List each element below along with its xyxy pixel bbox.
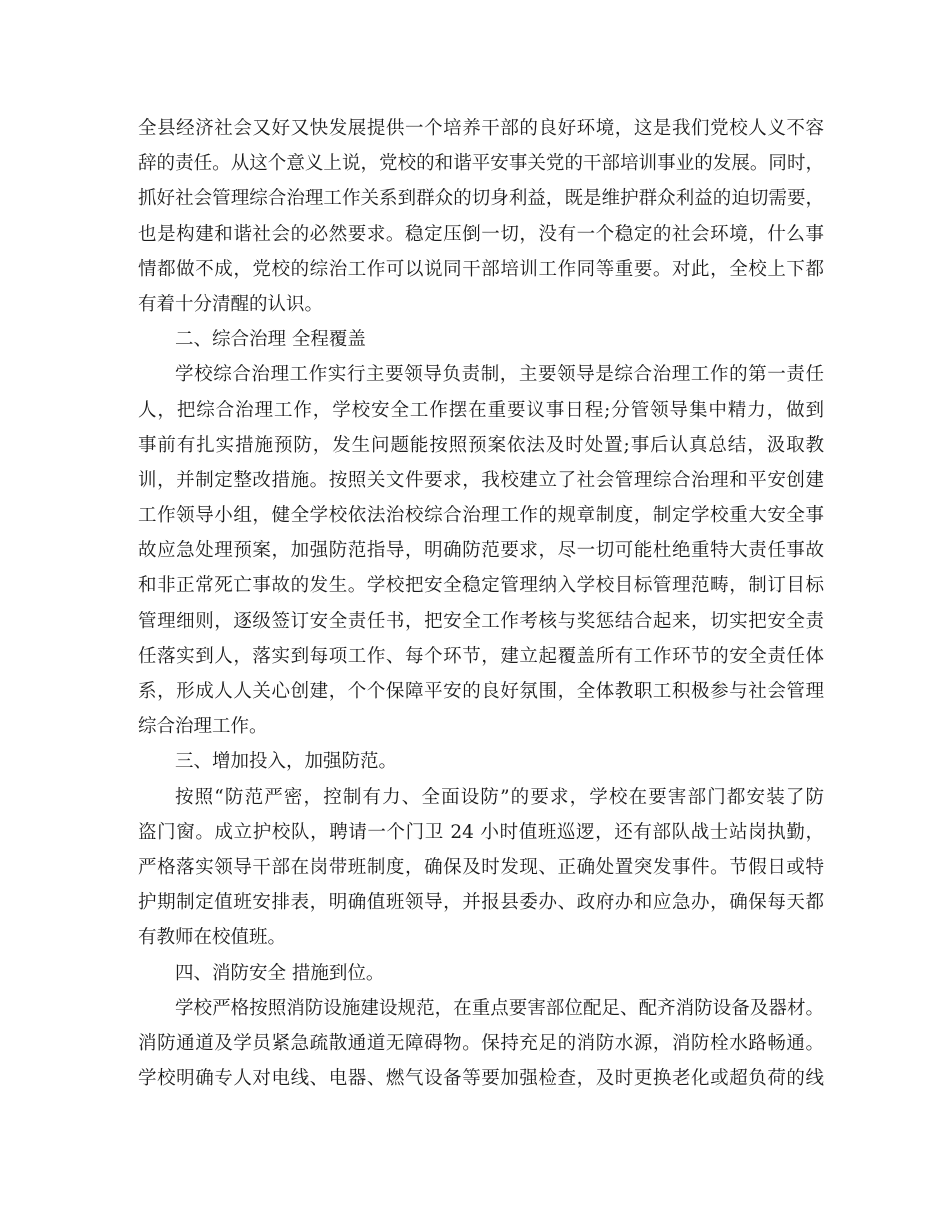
text-line: 辞的责任。从这个意义上说，党校的和谐平安事关党的干部培训事业的发展。同时， bbox=[138, 153, 824, 175]
text-line: 系，形成人人关心创建，个个保障平安的良好氛围，全体教职工积极参与社会管理 bbox=[138, 681, 824, 702]
text-line: 学校综合治理工作实行主要领导负责制，主要领导是综合治理工作的第一责任 bbox=[175, 364, 824, 386]
text-line: 任落实到人，落实到每项工作、每个环节，建立起覆盖所有工作环节的安全责任体 bbox=[138, 645, 824, 667]
text-line: 情都做不成，党校的综治工作可以说同干部培训工作同等重要。对此，全校上下都 bbox=[138, 258, 824, 280]
text-line: 护期制定值班安排表，明确值班领导，并报县委办、政府办和应急办，确保每天都 bbox=[138, 892, 824, 914]
text-line: 三、增加投入，加强防范。 bbox=[175, 751, 398, 773]
text-line: 事前有扎实措施预防，发生问题能按照预案依法及时处置;事后认真总结，汲取教 bbox=[138, 434, 824, 456]
text-line: 按照“防范严密，控制有力、全面设防”的要求，学校在要害部门都安装了防 bbox=[175, 786, 824, 808]
text-line: 盗门窗。成立护校队，聘请一个门卫 24 小时值班巡逻，还有部队战士站岗执勤， bbox=[138, 821, 824, 843]
text-line: 人，把综合治理工作，学校安全工作摆在重要议事日程;分管领导集中精力，做到 bbox=[138, 399, 824, 421]
text-line: 管理细则，逐级签订安全责任书，把安全工作考核与奖惩结合起来，切实把安全责 bbox=[138, 610, 824, 632]
text-line: 二、综合治理 全程覆盖 bbox=[175, 329, 366, 351]
text-line: 四、消防安全 措施到位。 bbox=[175, 962, 385, 984]
document-body bbox=[138, 111, 824, 1096]
text-line: 综合治理工作。 bbox=[138, 716, 268, 738]
text-line: 工作领导小组，健全学校依法治校综合治理工作的规章制度，制定学校重大安全事 bbox=[138, 505, 824, 527]
text-line: 也是构建和谐社会的必然要求。稳定压倒一切，没有一个稳定的社会环境，什么事 bbox=[138, 223, 824, 245]
text-line: 有教师在校值班。 bbox=[138, 927, 287, 949]
text-line: 故应急处理预案，加强防范指导，明确防范要求，尽一切可能杜绝重特大责任事故 bbox=[138, 540, 824, 562]
text-line: 学校严格按照消防设施建设规范，在重点要害部位配足、配齐消防设备及器材。 bbox=[175, 997, 824, 1019]
text-line: 严格落实领导干部在岗带班制度，确保及时发现、正确处置突发事件。节假日或特 bbox=[138, 856, 824, 878]
text-line: 和非正常死亡事故的发生。学校把安全稳定管理纳入学校目标管理范畴，制订目标 bbox=[138, 575, 824, 597]
text-line: 抓好社会管理综合治理工作关系到群众的切身利益，既是维护群众利益的迫切需要， bbox=[138, 188, 824, 210]
text-line: 学校明确专人对电线、电器、燃气设备等要加强检查，及时更换老化或超负荷的线 bbox=[138, 1068, 824, 1090]
text-line: 全县经济社会又好又快发展提供一个培养干部的良好环境，这是我们党校人义不容 bbox=[138, 118, 824, 139]
text-line: 消防通道及学员紧急疏散通道无障碍物。保持充足的消防水源，消防栓水路畅通。 bbox=[138, 1032, 824, 1054]
text-line: 训，并制定整改措施。按照关文件要求，我校建立了社会管理综合治理和平安创建 bbox=[138, 469, 824, 491]
text-line: 有着十分清醒的认识。 bbox=[138, 293, 324, 315]
